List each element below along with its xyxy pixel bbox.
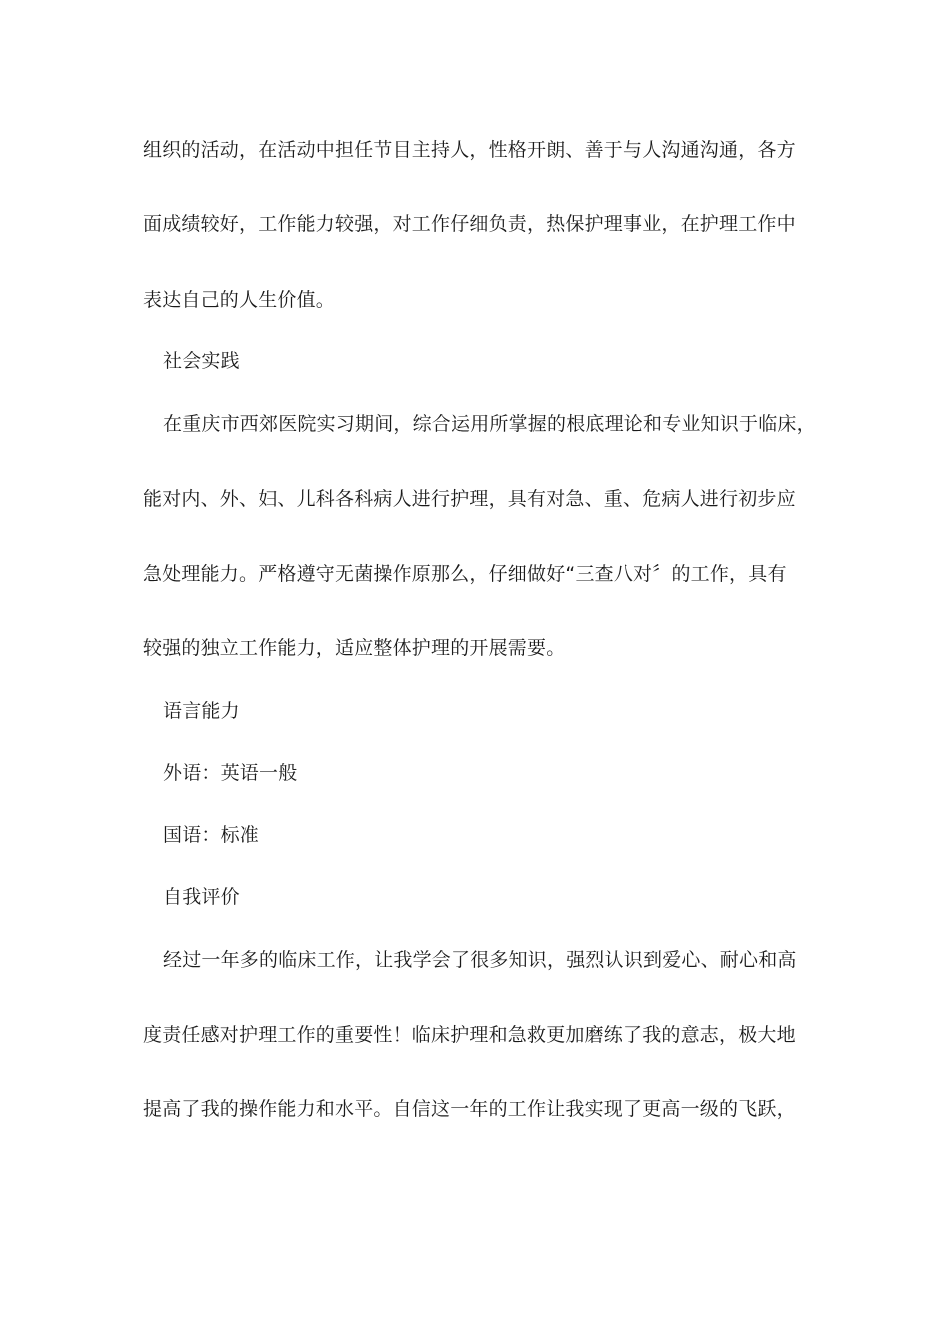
paragraph-line: 经过一年多的临床工作，让我学会了很多知识，强烈认识到爱心、耐心和高 — [163, 949, 797, 971]
paragraph-line: 面成绩较好，工作能力较强，对工作仔细负责，热保护理事业，在护理工作中 — [143, 213, 796, 235]
language-foreign: 外语：英语一般 — [163, 762, 298, 784]
section-heading-social-practice: 社会实践 — [163, 350, 240, 372]
paragraph-line: 在重庆市西郊医院实习期间，综合运用所掌握的根底理论和专业知识于临床， — [163, 413, 816, 435]
paragraph-line: 度责任感对护理工作的重要性！临床护理和急救更加磨练了我的意志，极大地 — [143, 1024, 796, 1046]
paragraph-line: 较强的独立工作能力，适应整体护理的开展需要。 — [143, 637, 566, 659]
paragraph-line: 组织的活动，在活动中担任节目主持人，性格开朗、善于与人沟通沟通，各方 — [143, 139, 796, 161]
section-heading-self-evaluation: 自我评价 — [163, 886, 240, 908]
language-mandarin: 国语：标准 — [163, 824, 260, 846]
paragraph-line: 能对内、外、妇、儿科各科病人进行护理，具有对急、重、危病人进行初步应 — [143, 488, 796, 510]
section-heading-language: 语言能力 — [163, 700, 240, 722]
paragraph-line: 提高了我的操作能力和水平。自信这一年的工作让我实现了更高一级的飞跃， — [143, 1098, 796, 1120]
paragraph-line: 急处理能力。严格遵守无菌操作原那么，仔细做好“三查八对〞的工作，具有 — [143, 563, 787, 585]
paragraph-line: 表达自己的人生价值。 — [143, 289, 336, 311]
